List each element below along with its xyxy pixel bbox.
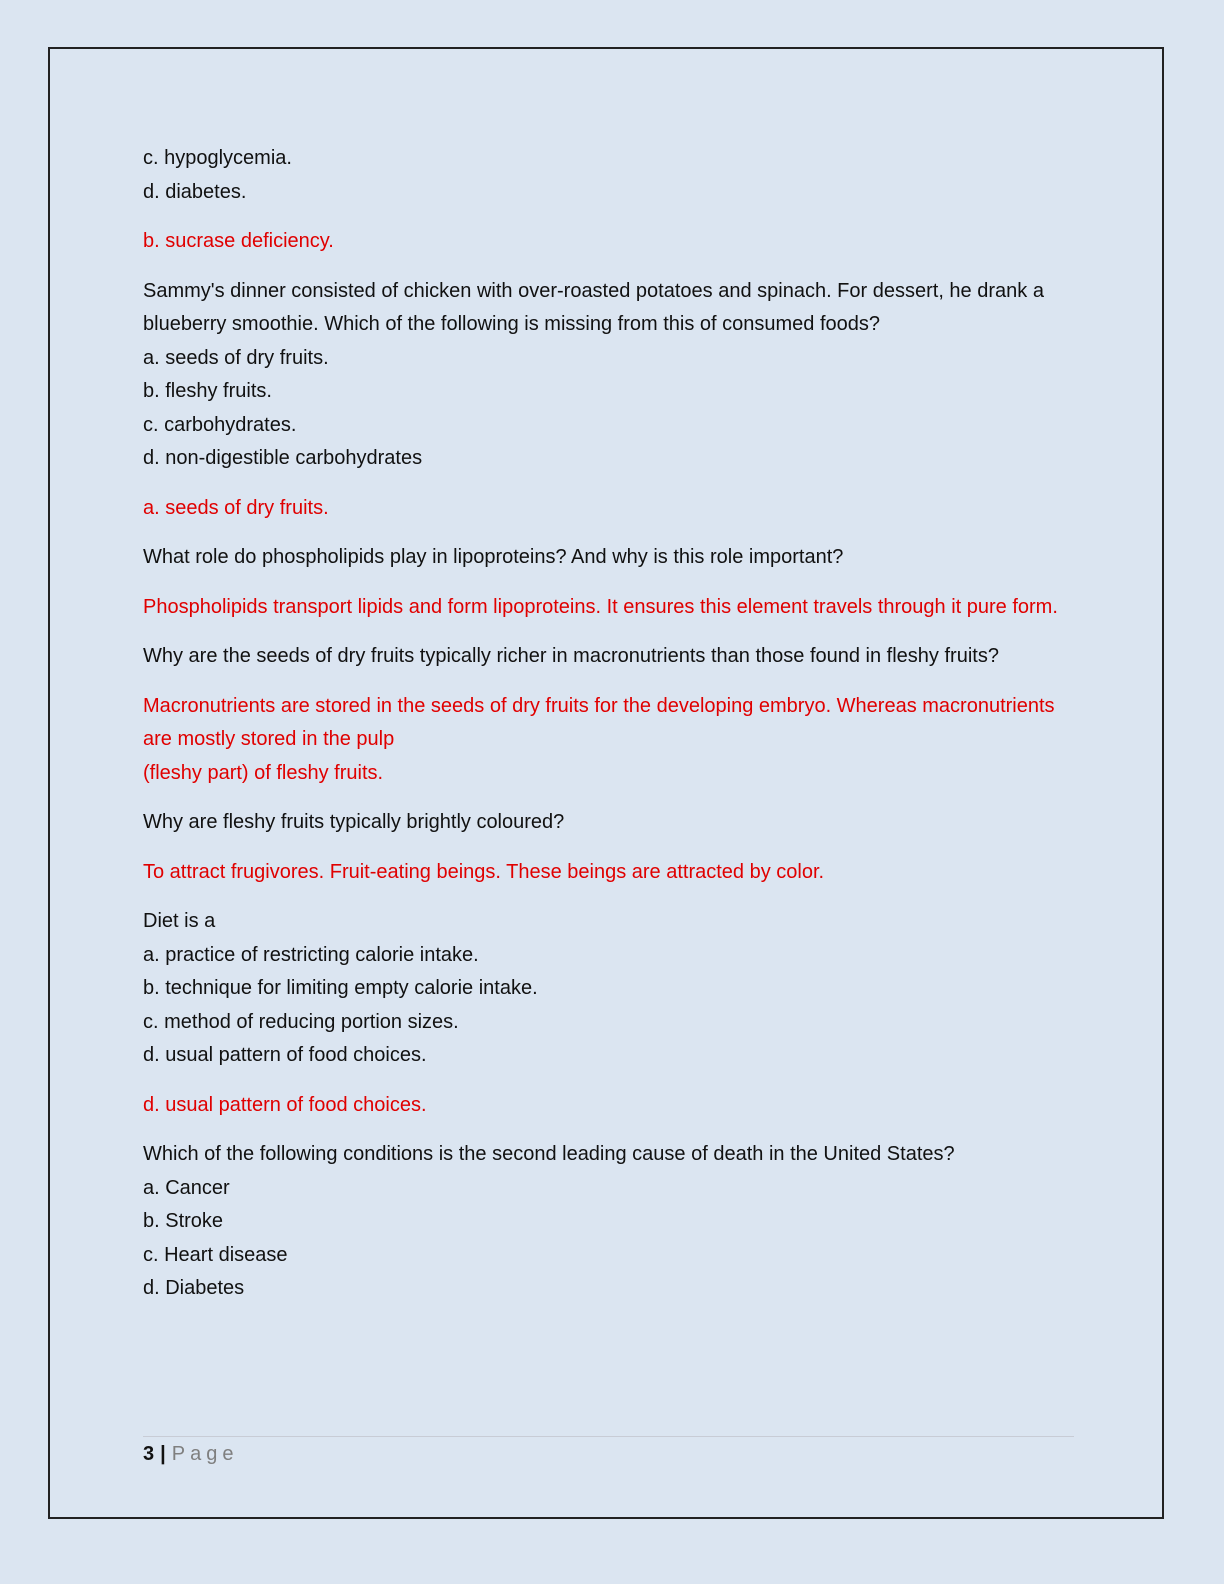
answer-text: b. sucrase deficiency. (143, 230, 334, 252)
page-footer (143, 1440, 238, 1468)
option-a: a. practice of restricting calorie intake. (143, 943, 479, 966)
answer-1 (143, 225, 1063, 259)
option-c: c. hypoglycemia. (143, 147, 292, 169)
footer-separator: | (160, 1443, 166, 1465)
answer-text: a. seeds of dry fruits. (143, 496, 329, 519)
answer-text: To attract frugivores. Fruit-eating beings. These beings are attracted by color. (143, 860, 825, 883)
question-2 (143, 275, 1063, 476)
option-d: d. diabetes. (143, 180, 247, 203)
answer-5 (143, 856, 1063, 890)
answer-3 (143, 591, 1063, 625)
answer-2 (143, 492, 1063, 526)
question-7 (143, 1138, 1063, 1306)
option-d: d. usual pattern of food choices. (143, 1044, 427, 1066)
option-b: b. Stroke (143, 1210, 224, 1232)
answer-text: (fleshy part) of fleshy fruits. (143, 761, 384, 784)
option-c: c. carbohydrates. (143, 413, 297, 436)
page-number: 3 (143, 1443, 155, 1465)
option-c: c. method of reducing portion sizes. (143, 1010, 459, 1033)
document-body (143, 142, 1063, 1322)
answer-text: d. usual pattern of food choices. (143, 1093, 427, 1116)
question-4 (143, 640, 1063, 674)
answer-text: Macronutrients are stored in the seeds of dry fruits for the developing embryo. Whereas macronutrients are mostly stored in the pulp (143, 694, 1055, 750)
question-text: Diet is a (143, 910, 216, 932)
page-label: Page (171, 1443, 239, 1465)
option-a: a. Cancer (143, 1176, 230, 1199)
answer-4 (143, 690, 1063, 791)
footer-divider (143, 1436, 1074, 1437)
question-text: Which of the following conditions is the second leading cause of death in the United States? (143, 1143, 955, 1165)
question-text: blueberry smoothie. Which of the following is missing from this of consumed foods? (143, 313, 881, 335)
question-6 (143, 905, 1063, 1073)
question-text: Sammy's dinner consisted of chicken with over-roasted potatoes and spinach. For dessert, he drank a (143, 279, 1044, 302)
option-d: d. Diabetes (143, 1277, 245, 1299)
option-c: c. Heart disease (143, 1243, 288, 1266)
question-text: Why are the seeds of dry fruits typically richer in macronutrients than those found in fleshy fruits? (143, 645, 999, 667)
question-5 (143, 806, 1063, 840)
answer-text: Phospholipids transport lipids and form lipoproteins. It ensures this element travels through it pure form. (143, 595, 1058, 618)
option-b: b. fleshy fruits. (143, 380, 272, 402)
question-text: Why are fleshy fruits typically brightly coloured? (143, 811, 565, 833)
answer-6 (143, 1089, 1063, 1123)
question-options-continued (143, 142, 1063, 209)
question-text: What role do phospholipids play in lipoproteins? And why is this role important? (143, 546, 844, 568)
option-b: b. technique for limiting empty calorie intake. (143, 977, 538, 999)
question-3 (143, 541, 1063, 575)
option-a: a. seeds of dry fruits. (143, 346, 329, 369)
option-d: d. non-digestible carbohydrates (143, 447, 423, 469)
